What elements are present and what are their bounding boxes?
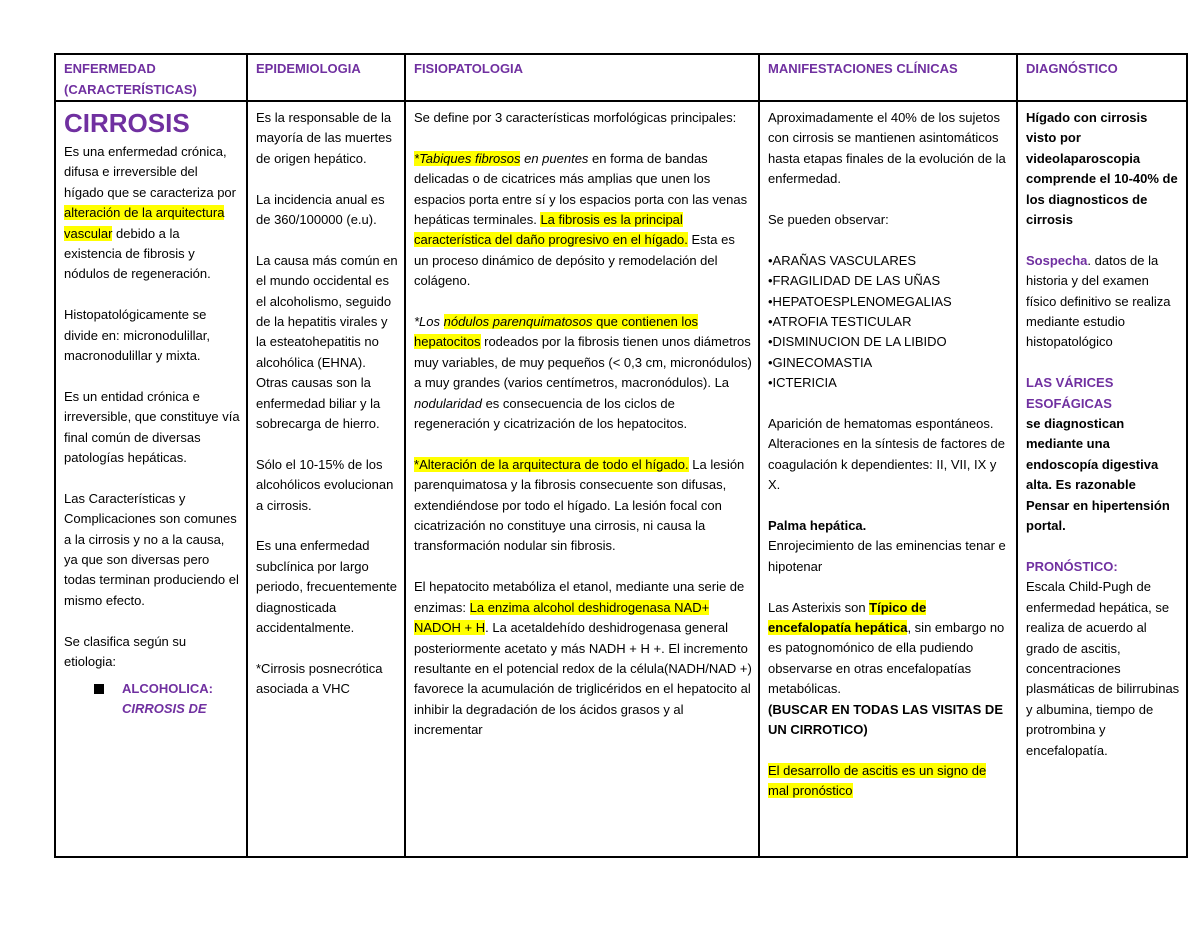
- epi-paragraph-1: Es la responsable de la mayoría de las muertes de origen hepático.: [256, 110, 392, 166]
- list-item: •HEPATOESPLENOMEGALIAS: [768, 293, 952, 309]
- header-epidemiologia: EPIDEMIOLOGIA: [247, 54, 405, 101]
- manif-paragraph-1: Aproximadamente el 40% de los sujetos con cirrosis se mantienen asintomáticos hasta etapas finales de la evolución de la enfermedad.: [768, 110, 1006, 187]
- table-row: [55, 101, 1187, 857]
- document-page: [54, 53, 1188, 858]
- header-row: [55, 54, 1187, 101]
- buscar-note: (BUSCAR EN TODAS LAS VISITAS DE UN CIRROTICO): [768, 701, 1003, 738]
- cell-diagnostico: [1017, 101, 1187, 857]
- diag-paragraph-1: Hígado con cirrosis visto por videolaparoscopia comprende el 10-40% de los diagnosticos de cirrosis: [1026, 110, 1178, 228]
- header-enfermedad: ENFERMEDAD (CARACTERÍSTICAS): [55, 54, 247, 101]
- bullet-subtext: CIRROSIS DE: [122, 700, 207, 716]
- chronic-paragraph: Es un entidad crónica e irreversible, que constituye vía final común de diversas patologías hepáticas.: [64, 388, 240, 466]
- list-item: •FRAGILIDAD DE LAS UÑAS: [768, 273, 941, 289]
- manif-paragraph-2: Se pueden observar:: [768, 212, 889, 228]
- complications-paragraph: Las Características y Complicaciones son comunes a la cirrosis y no a la causa, ya que son diversas pero todas terminan produciendo el mismo efecto.: [64, 490, 239, 608]
- fisio-paragraph-4: *Alteración de la arquitectura de todo el hígado. La lesión parenquimatosa y la fibrosis consecuente son difusas, extendiéndose por todo el hígado. La lesión focal con cicatrización no constituye una cirrosis, ni causa la transformación nodular sin fibrosis.: [414, 456, 745, 554]
- palma-heading: Palma hepática.: [768, 518, 867, 534]
- cell-enfermedad: [55, 101, 247, 857]
- fisio-paragraph-2: *Tabiques fibrosos en puentes en forma de bandas delicadas o de cicatrices más amplias que unen los espacios porta entre sí y los espacios porta con las venas hepáticas terminales. La fibrosis es la principal característica del daño progresivo en el hígado. Esta es un proceso dinámico de depósito y remodelación del colágeno.: [414, 150, 748, 289]
- list-item: ALCOHOLICA:: [64, 679, 240, 699]
- epi-paragraph-3: La causa más común en el mundo occidental es el alcoholismo, seguido de la hepatitis virales y la esteatohepatitis no alcohólica (EHNA). Otras causas son la enfermedad biliar y la sobrecarga de hierro.: [256, 252, 398, 432]
- epi-paragraph-5: Es una enfermedad subclínica por largo periodo, frecuentemente diagnosticada accidentalmente.: [256, 538, 397, 636]
- list-item: •DISMINUCION DE LA LIBIDO: [768, 334, 947, 350]
- classification-paragraph: Se clasifica según su etiologia:: [64, 633, 187, 670]
- varices-title: LAS VÁRICES ESOFÁGICAS: [1026, 375, 1114, 411]
- ascitis-paragraph: El desarrollo de ascitis es un signo de mal pronóstico: [768, 762, 987, 799]
- histopathology-paragraph: Histopatológicamente se divide en: micronodulillar, macronodulillar y mixta.: [64, 307, 210, 364]
- header-diagnostico: DIAGNÓSTICO: [1017, 54, 1187, 101]
- list-item: •ICTERICIA: [768, 375, 837, 391]
- definition-paragraph: Es una enfermedad crónica, difusa e irreversible del hígado que se caracteriza por alteración de la arquitectura vascular debido a la existencia de fibrosis y nódulos de regeneración.: [64, 144, 236, 282]
- fisio-paragraph-1: Se define por 3 características morfológicas principales:: [414, 110, 737, 125]
- cell-manifestaciones: [759, 101, 1017, 857]
- cell-epidemiologia: [247, 101, 405, 857]
- sospecha-paragraph: Sospecha. datos de la historia y del examen físico definitivo se realiza mediante estudio histopatológico: [1026, 252, 1171, 350]
- square-bullet-icon: [94, 684, 104, 694]
- varices-text: se diagnostican mediante una endoscopía digestiva alta. Es razonable Pensar en hipertensión portal.: [1026, 416, 1170, 534]
- asterixis-paragraph: Las Asterixis son Típico de encefalopatía hepática, sin embargo no es patognomónico de ella pudiendo observarse en otras encefalopatías metabólicas.: [768, 599, 1005, 697]
- fisio-paragraph-3: *Los nódulos parenquimatosos que contienen los hepatocitos rodeados por la fibrosis tienen unos diámetros muy variables, de muy pequeños (< 0,3 cm, micronódulos) a muy grandes (varios centímetros, macronódulos). La nodularidad es consecuencia de los ciclos de regeneración y cicatrización de los hepatocitos.: [414, 314, 752, 432]
- epi-paragraph-6: *Cirrosis posnecrótica asociada a VHC: [256, 660, 383, 697]
- epi-paragraph-4: Sólo el 10-15% de los alcohólicos evolucionan a cirrosis.: [256, 456, 394, 513]
- disease-title: CIRROSIS: [64, 108, 190, 138]
- pronostico-title: PRONÓSTICO:: [1026, 558, 1118, 574]
- manif-paragraph-3: Aparición de hematomas espontáneos.: [768, 416, 994, 432]
- list-item: •GINECOMASTIA: [768, 354, 873, 370]
- header-fisiopatologia: FISIOPATOLOGIA: [405, 54, 759, 101]
- header-manifestaciones: MANIFESTACIONES CLÍNICAS: [759, 54, 1017, 101]
- list-item: •ATROFIA TESTICULAR: [768, 314, 912, 330]
- cell-fisiopatologia: [405, 101, 759, 857]
- fisio-paragraph-5: El hepatocito metabóliza el etanol, mediante una serie de enzimas: La enzima alcohol deshidrogenasa NAD+ NADOH + H. La acetaldehído deshidrogenasa general posteriormente acetato y más NADH + H +. El incremento resultante en el potencial redox de la célula(NADH/NAD +) favorece la acumulación de triglicéridos en el hepatocito al inhibir la degradación de los ácidos grasos y al incrementar: [414, 579, 752, 738]
- list-item: •ARAÑAS VASCULARES: [768, 252, 917, 268]
- pronostico-text: Escala Child-Pugh de enfermedad hepática, se realiza de acuerdo al grado de ascitis, concentraciones plasmáticas de bilirrubinas y albumina, tiempo de protrombina y encefalopatía.: [1026, 579, 1180, 758]
- manif-paragraph-4: Alteraciones en la síntesis de factores de coagulación k dependientes: II, VII, IX y X.: [768, 436, 1006, 493]
- palma-text: Enrojecimiento de las eminencias tenar e hipotenar: [768, 538, 1006, 574]
- disease-summary-table: [54, 53, 1188, 858]
- epi-paragraph-2: La incidencia anual es de 360/100000 (e.u).: [256, 191, 385, 228]
